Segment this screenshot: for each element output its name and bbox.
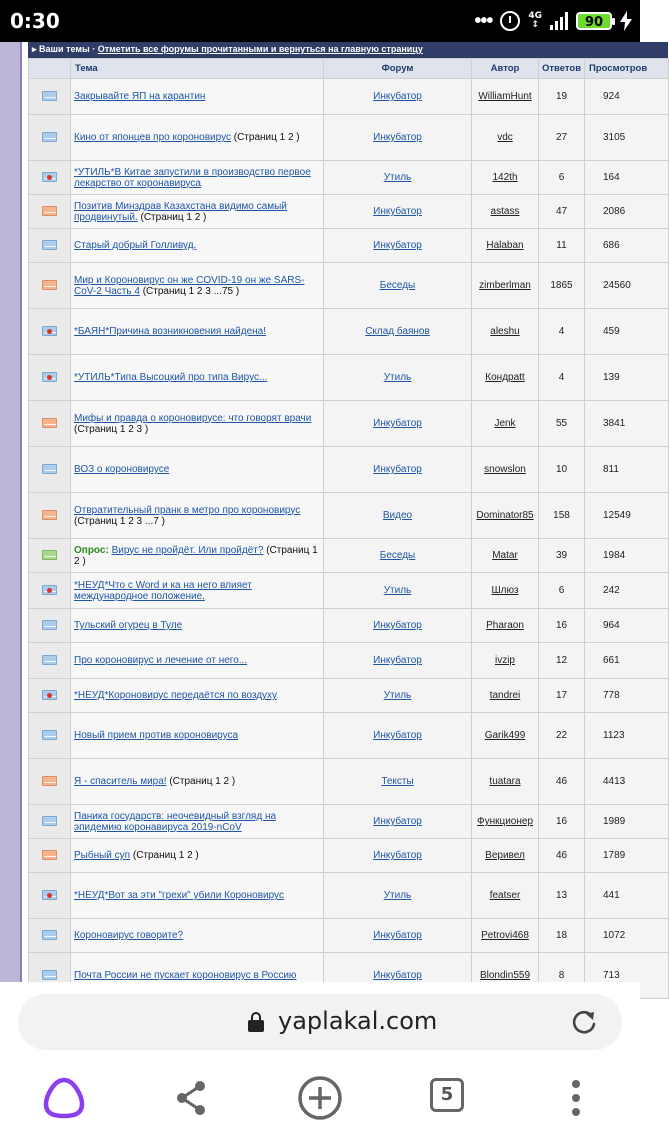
topic-forum-link[interactable]: Утиль	[324, 873, 472, 919]
topic-views: 811	[585, 447, 669, 493]
topic-status-cell	[29, 263, 71, 309]
topic-forum-link[interactable]: Инкубатор	[324, 805, 472, 839]
envelope-orange-icon	[42, 850, 57, 860]
topic-title-link[interactable]: *НЕУД*Что с Word и ка на него влияет международное положение.	[74, 579, 252, 602]
topic-row[interactable]	[29, 161, 669, 195]
url-text[interactable]: yaplakal.com	[278, 1007, 438, 1035]
topic-pages[interactable]: (Страниц 1 2 3 ...7 )	[74, 515, 165, 527]
topic-title-link[interactable]: Отвратительный пранк в метро про короновирус	[74, 504, 301, 516]
topic-title-link[interactable]: Вирус не пройдёт. Или пройдёт?	[111, 544, 264, 556]
topic-views: 441	[585, 873, 669, 919]
lock-icon	[248, 1012, 264, 1032]
topic-author-link[interactable]: Petrovi468	[472, 919, 539, 953]
topic-forum-link[interactable]: Инкубатор	[324, 953, 472, 999]
topic-replies: 10	[539, 447, 585, 493]
topic-title-cell	[71, 309, 324, 355]
topic-row[interactable]	[29, 713, 669, 759]
topic-title-cell	[71, 447, 324, 493]
topic-replies: 6	[539, 161, 585, 195]
topic-author-link[interactable]: WilliamHunt	[472, 79, 539, 115]
topic-author-link[interactable]: Garik499	[472, 713, 539, 759]
topic-status-cell	[29, 493, 71, 539]
topic-views: 924	[585, 79, 669, 115]
topic-title-cell	[71, 643, 324, 679]
web-page	[0, 42, 648, 982]
topic-title-cell	[71, 839, 324, 873]
topic-title-cell	[71, 609, 324, 643]
topic-views: 164	[585, 161, 669, 195]
header-forum[interactable]: Форум	[324, 59, 472, 79]
topic-status-cell	[29, 401, 71, 447]
topic-forum-link[interactable]: Инкубатор	[324, 79, 472, 115]
topic-title-link[interactable]: Новый прием против короновируса	[74, 730, 239, 741]
topic-views: 3841	[585, 401, 669, 447]
envelope-orange-icon	[42, 206, 57, 216]
topic-views: 1123	[585, 713, 669, 759]
topic-status-cell	[29, 805, 71, 839]
battery-icon: 90	[576, 12, 612, 30]
topic-title-cell	[71, 229, 324, 263]
topic-title-link[interactable]: Кино от японцев про короновирус	[74, 132, 231, 143]
topic-status-cell	[29, 161, 71, 195]
topic-row[interactable]	[29, 355, 669, 401]
topic-row[interactable]	[29, 79, 669, 115]
topic-row[interactable]	[29, 573, 669, 609]
topic-replies: 22	[539, 713, 585, 759]
topic-forum-link[interactable]: Утиль	[324, 679, 472, 713]
topic-title-cell	[71, 679, 324, 713]
envelope-red-icon	[42, 326, 57, 336]
topic-views: 24560	[585, 263, 669, 309]
envelope-blue-icon	[42, 970, 57, 980]
topic-replies: 16	[539, 609, 585, 643]
topic-author-link[interactable]: Jenk	[472, 401, 539, 447]
topic-author-link[interactable]: tandrei	[472, 679, 539, 713]
mark-all-read-link[interactable]: Отметить все форумы прочитанными и вернуться на главную страницу	[97, 44, 423, 54]
topic-author-link[interactable]: aleshu	[472, 309, 539, 355]
topic-replies: 18	[539, 919, 585, 953]
topic-author-link[interactable]: Веривел	[472, 839, 539, 873]
topic-row[interactable]	[29, 679, 669, 713]
topic-views: 3105	[585, 115, 669, 161]
share-icon[interactable]	[168, 1074, 216, 1122]
topic-status-cell	[29, 873, 71, 919]
topic-title-link[interactable]: Почта России не пускает короновирус в Россию	[74, 970, 297, 981]
topic-row[interactable]	[29, 263, 669, 309]
topic-title-link[interactable]: Мир и Короновирус он же COVID-19 он же SARS-CoV-2 Часть 4	[74, 274, 305, 297]
envelope-blue-icon	[42, 655, 57, 665]
topic-author-link[interactable]: Pharaon	[472, 609, 539, 643]
topic-title-link[interactable]: *НЕУД*Вот за эти "грехи" убили Короновирус	[74, 890, 284, 901]
topic-views: 242	[585, 573, 669, 609]
topic-pages[interactable]: (Страниц 1 2 )	[74, 544, 318, 567]
status-time: 0:30	[10, 9, 60, 33]
topic-replies: 4	[539, 355, 585, 401]
topic-author-link[interactable]: vdc	[472, 115, 539, 161]
envelope-blue-icon	[42, 132, 57, 142]
topic-title-link[interactable]: Тульский огурец в Туле	[74, 620, 183, 631]
header-topic[interactable]: Тема	[71, 59, 324, 79]
topic-title-cell	[71, 355, 324, 401]
topic-title-cell	[71, 713, 324, 759]
topic-author-link[interactable]: Halaban	[472, 229, 539, 263]
topic-pages[interactable]: (Страниц 1 2 )	[132, 850, 199, 861]
topic-row[interactable]	[29, 539, 669, 573]
topic-title-cell	[71, 873, 324, 919]
topic-author-link[interactable]: ivzip	[472, 643, 539, 679]
topic-row[interactable]	[29, 759, 669, 805]
topic-views: 661	[585, 643, 669, 679]
topic-forum-link[interactable]: Тексты	[324, 759, 472, 805]
envelope-blue-icon	[42, 730, 57, 740]
topic-pages[interactable]: (Страниц 1 2 )	[233, 132, 300, 143]
topic-author-link[interactable]: zimberlman	[472, 263, 539, 309]
topic-title-link[interactable]: Про короновирус и лечение от него...	[74, 655, 248, 666]
address-bar-area	[0, 982, 640, 1060]
topic-title-link[interactable]: Закрывайте ЯП на карантин	[74, 91, 206, 102]
envelope-blue-icon	[42, 240, 57, 250]
topic-views: 12549	[585, 493, 669, 539]
topic-forum-link[interactable]: Инкубатор	[324, 195, 472, 229]
topic-title-link[interactable]: Позитив Минздрав Казахстана видимо самый продвинутый.	[74, 200, 287, 223]
topic-forum-link[interactable]: Инкубатор	[324, 643, 472, 679]
topic-replies: 17	[539, 679, 585, 713]
topic-replies: 12	[539, 643, 585, 679]
topic-title-link[interactable]: Я - спаситель мира!	[74, 776, 167, 787]
topic-row[interactable]	[29, 873, 669, 919]
topic-replies: 46	[539, 839, 585, 873]
topic-author-link[interactable]: tuatara	[472, 759, 539, 805]
topic-pages[interactable]: (Страниц 1 2 3 )	[74, 423, 149, 435]
topic-replies: 8	[539, 953, 585, 999]
envelope-red-icon	[42, 372, 57, 382]
topic-views: 1789	[585, 839, 669, 873]
topic-title-cell	[71, 493, 324, 539]
topic-status-cell	[29, 759, 71, 805]
forum-container	[28, 42, 668, 999]
topic-forum-link[interactable]: Инкубатор	[324, 115, 472, 161]
topic-forum-link[interactable]: Видео	[324, 493, 472, 539]
table-header-row	[29, 59, 669, 79]
header-author[interactable]: Автор	[472, 59, 539, 79]
topic-status-cell	[29, 713, 71, 759]
topic-forum-link[interactable]: Беседы	[324, 539, 472, 573]
topic-status-cell	[29, 679, 71, 713]
topic-row[interactable]	[29, 401, 669, 447]
topic-author-link[interactable]: Matar	[472, 539, 539, 573]
envelope-blue-icon	[42, 816, 57, 826]
envelope-orange-icon	[42, 776, 57, 786]
topic-title-link[interactable]: *УТИЛЬ*В Китае запустили в производство первое лекарство от коронавируса	[74, 166, 311, 189]
topic-replies: 6	[539, 573, 585, 609]
topic-title-cell	[71, 805, 324, 839]
topic-status-cell	[29, 355, 71, 401]
poll-label: Опрос:	[74, 544, 109, 556]
envelope-red-icon	[42, 890, 57, 900]
topic-title-link[interactable]: *УТИЛЬ*Типа Высоцкий про типа Вирус...	[74, 372, 268, 383]
topic-views: 1984	[585, 539, 669, 573]
topic-status-cell	[29, 447, 71, 493]
more-notifications-icon: •••	[474, 10, 493, 32]
topic-title-cell	[71, 115, 324, 161]
envelope-red-icon	[42, 172, 57, 182]
header-icon-col	[29, 59, 71, 79]
topic-forum-link[interactable]: Инкубатор	[324, 447, 472, 493]
topic-author-link[interactable]: snowslon	[472, 447, 539, 493]
topic-author-link[interactable]: Шлюз	[472, 573, 539, 609]
topic-replies: 158	[539, 493, 585, 539]
status-bar	[0, 0, 640, 42]
topic-replies: 19	[539, 79, 585, 115]
topic-pages[interactable]: (Страниц 1 2 )	[169, 776, 236, 787]
topic-replies: 13	[539, 873, 585, 919]
topic-row[interactable]	[29, 643, 669, 679]
envelope-orange-icon	[42, 280, 57, 290]
topic-title-cell	[71, 919, 324, 953]
topic-status-cell	[29, 195, 71, 229]
topic-row[interactable]	[29, 919, 669, 953]
charging-icon	[620, 11, 632, 31]
topic-status-cell	[29, 115, 71, 161]
bottom-navigation	[0, 1060, 640, 1138]
status-icons	[474, 8, 632, 34]
topic-author-link[interactable]: Blondin559	[472, 953, 539, 999]
topic-replies: 4	[539, 309, 585, 355]
topic-title-cell	[71, 539, 324, 573]
topic-title-cell	[71, 79, 324, 115]
breadcrumb-prefix: Ваши темы	[39, 44, 90, 54]
topic-row[interactable]	[29, 229, 669, 263]
topic-forum-link[interactable]: Инкубатор	[324, 229, 472, 263]
topic-replies: 16	[539, 805, 585, 839]
topic-title-link[interactable]: Старый добрый Голливуд.	[74, 240, 197, 251]
topic-row[interactable]	[29, 115, 669, 161]
topic-forum-link[interactable]: Склад баянов	[324, 309, 472, 355]
topic-views: 139	[585, 355, 669, 401]
topic-title-cell	[71, 759, 324, 805]
topic-views: 1989	[585, 805, 669, 839]
topic-title-cell	[71, 195, 324, 229]
topic-pages[interactable]: (Страниц 1 2 3 ...75 )	[142, 285, 240, 297]
signal-icon	[550, 12, 568, 30]
envelope-orange-icon	[42, 418, 57, 428]
topic-forum-link[interactable]: Инкубатор	[324, 401, 472, 447]
envelope-red-icon	[42, 690, 57, 700]
topic-title-link[interactable]: ВОЗ о короновирусе	[74, 464, 170, 475]
topic-row[interactable]	[29, 195, 669, 229]
topic-forum-link[interactable]: Инкубатор	[324, 713, 472, 759]
left-sidebar	[0, 42, 22, 982]
new-tab-icon[interactable]	[296, 1074, 344, 1122]
topic-views: 778	[585, 679, 669, 713]
topic-replies: 39	[539, 539, 585, 573]
topic-title-link[interactable]: Мифы и правда о короновирусе: что говорят врачи	[74, 412, 312, 424]
topic-forum-link[interactable]: Инкубатор	[324, 609, 472, 643]
topic-status-cell	[29, 573, 71, 609]
topic-status-cell	[29, 609, 71, 643]
topic-replies: 11	[539, 229, 585, 263]
topic-forum-link[interactable]: Инкубатор	[324, 839, 472, 873]
menu-dots-icon[interactable]	[552, 1074, 600, 1122]
topic-forum-link[interactable]: Утиль	[324, 573, 472, 609]
topic-status-cell	[29, 539, 71, 573]
topic-replies: 46	[539, 759, 585, 805]
topic-row[interactable]	[29, 839, 669, 873]
topic-title-link[interactable]: Рыбный суп	[74, 850, 131, 861]
tabs-count-button[interactable]: 5	[430, 1078, 464, 1112]
topic-forum-link[interactable]: Утиль	[324, 355, 472, 401]
envelope-blue-icon	[42, 91, 57, 101]
topic-status-cell	[29, 309, 71, 355]
topic-replies: 27	[539, 115, 585, 161]
topic-status-cell	[29, 229, 71, 263]
envelope-blue-icon	[42, 930, 57, 940]
envelope-blue-icon	[42, 620, 57, 630]
topic-replies: 47	[539, 195, 585, 229]
envelope-blue-icon	[42, 464, 57, 474]
topic-views: 713	[585, 953, 669, 999]
topic-row[interactable]	[29, 805, 669, 839]
topic-status-cell	[29, 79, 71, 115]
topic-title-link[interactable]: *БАЯН*Причина возникновения найдена!	[74, 326, 267, 337]
topic-forum-link[interactable]: Утиль	[324, 161, 472, 195]
alice-assistant-icon[interactable]	[40, 1074, 88, 1122]
topic-author-link[interactable]: Dominator85	[472, 493, 539, 539]
reload-icon[interactable]	[570, 1008, 598, 1036]
topic-author-link[interactable]: featser	[472, 873, 539, 919]
topic-views: 4413	[585, 759, 669, 805]
topic-replies: 1865	[539, 263, 585, 309]
topic-title-link[interactable]: *НЕУД*Короновирус передаётся по воздуху	[74, 690, 278, 701]
topic-author-link[interactable]: Функционер	[472, 805, 539, 839]
topic-title-link[interactable]: Паника государств: неочевидный взгляд на эпидемию коронавируса 2019-nCoV	[74, 810, 277, 833]
topic-views: 459	[585, 309, 669, 355]
topic-title-cell	[71, 573, 324, 609]
topic-row[interactable]	[29, 609, 669, 643]
topic-title-link[interactable]: Короновирус говорите?	[74, 930, 184, 941]
envelope-red-icon	[42, 585, 57, 595]
topic-row[interactable]	[29, 493, 669, 539]
header-views[interactable]: Просмотров	[585, 59, 669, 79]
address-bar[interactable]	[18, 994, 622, 1050]
topic-status-cell	[29, 919, 71, 953]
alarm-icon	[500, 11, 520, 31]
topics-table	[28, 58, 669, 999]
topic-author-link[interactable]: 142th	[472, 161, 539, 195]
topic-row[interactable]	[29, 309, 669, 355]
topic-views: 964	[585, 609, 669, 643]
topic-title-cell	[71, 263, 324, 309]
topic-status-cell	[29, 643, 71, 679]
topic-views: 1072	[585, 919, 669, 953]
topic-forum-link[interactable]: Инкубатор	[324, 919, 472, 953]
header-replies[interactable]: Ответов	[539, 59, 585, 79]
topic-forum-link[interactable]: Беседы	[324, 263, 472, 309]
breadcrumb: ▸ Ваши темы · Отметить все форумы прочитанными и вернуться на главную страницу	[28, 42, 668, 58]
topic-views: 686	[585, 229, 669, 263]
topic-views: 2086	[585, 195, 669, 229]
topic-title-cell	[71, 161, 324, 195]
topic-replies: 55	[539, 401, 585, 447]
topic-status-cell	[29, 839, 71, 873]
envelope-orange-icon	[42, 510, 57, 520]
topic-row[interactable]	[29, 447, 669, 493]
envelope-green-icon	[42, 550, 57, 560]
network-type: 4G ↕	[528, 11, 542, 30]
topic-pages[interactable]: (Страниц 1 2 )	[140, 211, 207, 223]
topic-author-link[interactable]: Кондpatt	[472, 355, 539, 401]
topic-author-link[interactable]: astass	[472, 195, 539, 229]
topic-title-cell	[71, 401, 324, 447]
